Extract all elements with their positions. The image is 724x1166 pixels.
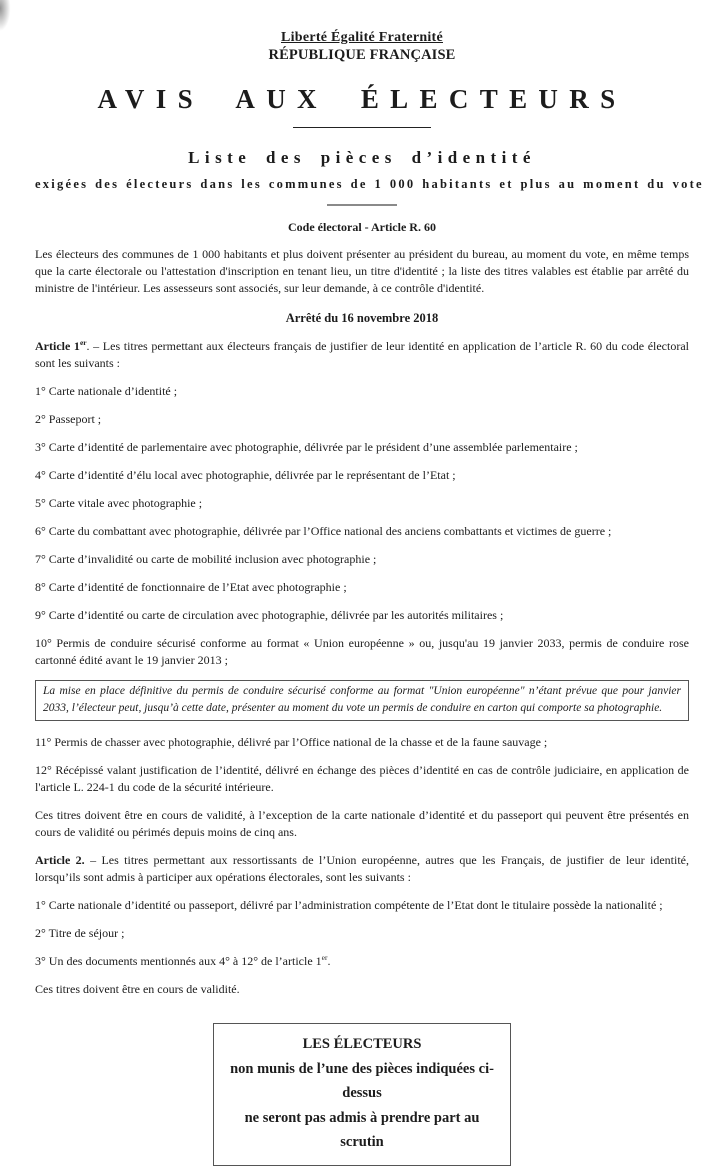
article-2-label: Article 2. <box>35 853 85 867</box>
article-1-label-sup: er <box>79 338 87 347</box>
list-item <box>35 953 689 970</box>
voters-warning-box <box>213 1023 511 1166</box>
subtitle-divider <box>327 204 397 206</box>
warning-line-1: LES ÉLECTEURS <box>302 1036 422 1052</box>
list-item: 2° Titre de séjour ; <box>35 926 125 940</box>
validity-paragraph-1: Ces titres doivent être en cours de validité, à l’exception de la carte nationale d’identité et du passeport qui peuvent être présentés en cours de validité ou périmés depuis moins de cinq ans. <box>35 808 689 839</box>
driving-licence-note-box <box>35 680 689 721</box>
article-1-label-text: Article 1 <box>35 339 80 353</box>
list-item-sup: er <box>321 953 328 962</box>
national-motto: Liberté Égalité Fraternité <box>281 30 443 45</box>
list-item: 11° Permis de chasser avec photographie, délivré par l’Office national de la chasse et de la faune sauvage ; <box>35 735 548 749</box>
list-item: 10° Permis de conduire sécurisé conforme au format « Union européenne » ou, jusqu'au 19 janvier 2033, permis de conduire rose cartonné édité avant le 19 janvier 2013 ; <box>35 636 689 667</box>
code-electoral-heading: Code électoral - Article R. 60 <box>288 220 436 234</box>
republic-name: RÉPUBLIQUE FRANÇAISE <box>268 47 456 63</box>
article-1-label <box>35 339 87 353</box>
driving-licence-note: La mise en place définitive du permis de conduire sécurisé conforme au format "Union européenne" n’étant prévue que pour janvier 2033, l’électeur peut, jusqu’à cette date, présenter au moment du vote un permis de conduire en carton qui comporte sa photographie. <box>43 685 681 714</box>
list-item: 9° Carte d’identité ou carte de circulation avec photographie, délivrée par les autorités militaires ; <box>35 608 504 622</box>
list-item: 4° Carte d’identité d’élu local avec photographie, délivrée par le représentant de l’Etat ; <box>35 468 456 482</box>
warning-line-2: non munis de l’une des pièces indiquées ci-dessus <box>230 1060 494 1101</box>
intro-paragraph: Les électeurs des communes de 1 000 habitants et plus doivent présenter au président du bureau, au moment du vote, en même temps que la carte électorale ou l'attestation d'inscription en tenant lieu, un titre d'identité ; la liste des titres valables est établie par arrêté du ministre de l'intérieur. Les assesseurs sont associés, sur leur demande, à ce contrôle d'identité. <box>35 247 689 295</box>
article-2-lead <box>35 852 689 886</box>
scan-artifact <box>0 0 18 42</box>
validity-paragraph-2: Ces titres doivent être en cours de validité. <box>35 982 240 996</box>
list-item: 1° Carte nationale d’identité ou passeport, délivré par l’administration compétente de l’Etat dont le titulaire possède la nationalité ; <box>35 898 663 912</box>
list-item: 5° Carte vitale avec photographie ; <box>35 496 203 510</box>
list-item: 8° Carte d’identité de fonctionnaire de l’Etat avec photographie ; <box>35 580 347 594</box>
list-item: 12° Récépissé valant justification de l’identité, délivré en échange des pièces d’identité en cas de contrôle judiciaire, en application de l'article L. 224-1 du code de la sécurité intérieure. <box>35 763 689 794</box>
warning-line-3: ne seront pas admis à prendre part au scrutin <box>244 1109 480 1150</box>
arrete-heading: Arrêté du 16 novembre 2018 <box>285 311 439 325</box>
document-header <box>35 30 689 128</box>
list-item: 2° Passeport ; <box>35 412 102 426</box>
subtitle-line-2: exigées des électeurs dans les communes de 1 000 habitants et plus au moment du vote <box>35 177 704 191</box>
subtitle-line-1: Liste des pièces d’identité <box>188 148 536 167</box>
page-title: AVIS AUX ÉLECTEURS <box>97 84 627 114</box>
article-1-lead <box>35 338 689 372</box>
article-2-lead-text: – Les titres permettant aux ressortissants de l’Union européenne, autres que les Français, de justifier de leur identité, lorsqu’ils sont admis à participer aux opérations électorales, sont les suivants : <box>35 853 689 884</box>
article-1-lead-text: . – Les titres permettant aux électeurs français de justifier de leur identité en application de l’article R. 60 du code électoral sont les suivants : <box>35 339 689 370</box>
list-item: 7° Carte d’invalidité ou carte de mobilité inclusion avec photographie ; <box>35 552 377 566</box>
list-item: 3° Carte d’identité de parlementaire avec photographie, délivrée par le président d’une assemblée parlementaire ; <box>35 440 578 454</box>
title-divider <box>293 127 431 128</box>
list-item: 6° Carte du combattant avec photographie, délivrée par l’Office national des anciens combattants et victimes de guerre ; <box>35 524 612 538</box>
list-item: 1° Carte nationale d’identité ; <box>35 384 178 398</box>
subtitle-block <box>35 148 704 206</box>
list-item-text: 3° Un des documents mentionnés aux 4° à 12° de l’article 1 <box>35 954 322 968</box>
list-item-text-end: . <box>327 954 331 968</box>
